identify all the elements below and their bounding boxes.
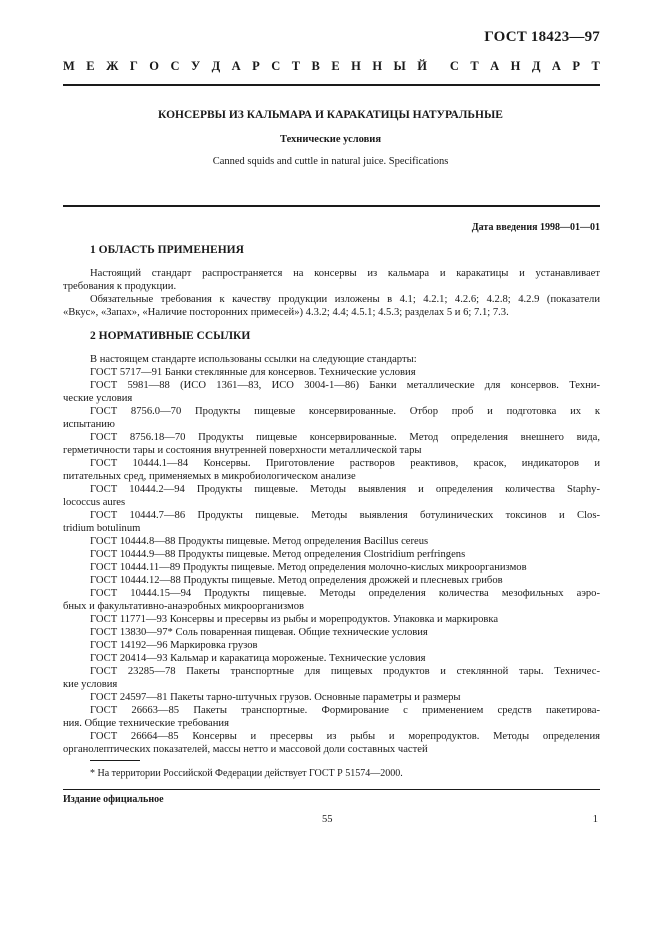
edition-label: Издание официальное	[63, 794, 164, 805]
reference-line: ГОСТ 26664—85 Консервы и пресервы из рыбы и морепродуктов. Методы определения	[90, 731, 600, 742]
reference-line: ГОСТ 5981—88 (ИСО 1361—83, ИСО 3004-1—86) Банки металлические для консервов. Техни-	[90, 380, 600, 391]
sheet-number: 1	[592, 814, 598, 825]
reference-line: ГОСТ 10444.7—86 Продукты пищевые. Методы выявления ботулинических токсинов и Clos-	[90, 510, 600, 521]
section-heading-references: 2 НОРМАТИВНЫЕ ССЫЛКИ	[90, 330, 251, 342]
reference-line: ГОСТ 20414—93 Кальмар и каракатица мороженые. Технические условия	[90, 653, 426, 664]
banner-letter: А	[490, 59, 500, 73]
banner-letter: Ы	[393, 59, 406, 73]
banner-letter: С	[271, 59, 281, 73]
document-number: ГОСТ 18423—97	[484, 29, 600, 45]
text-line: В настоящем стандарте использованы ссылки на следующие стандарты:	[90, 354, 417, 365]
reference-line: ГОСТ 10444.1—84 Консервы. Приготовление растворов реактивов, красок, индикаторов и	[90, 458, 600, 469]
reference-line: ГОСТ 8756.0—70 Продукты пищевые консервированные. Отбор проб и подготовка их к	[90, 406, 600, 417]
banner-letter: Н	[372, 59, 383, 73]
reference-line: ГОСТ 10444.8—88 Продукты пищевые. Метод определения Bacillus cereus	[90, 536, 429, 547]
banner-letter: М	[63, 59, 75, 73]
reference-line: ГОСТ 8756.18—70 Продукты пищевые консервированные. Метод определения внешнего вида,	[90, 432, 600, 443]
bottom-rule	[63, 789, 600, 790]
reference-line: ГОСТ 26663—85 Пакеты транспортные. Формирование с применением средств пакетирова-	[90, 705, 600, 716]
reference-line: бных и факультативно-анаэробных микроорганизмов	[63, 601, 304, 612]
footnote-rule	[90, 760, 140, 761]
reference-line: ческие условия	[63, 393, 133, 404]
document-title: КОНСЕРВЫ ИЗ КАЛЬМАРА И КАРАКАТИЦЫ НАТУРАЛЬНЫЕ	[158, 109, 503, 121]
banner-letter: Н	[510, 59, 521, 73]
reference-line: ГОСТ 5717—91 Банки стеклянные для консервов. Технические условия	[90, 367, 416, 378]
reference-line: ГОСТ 10444.11—89 Продукты пищевые. Метод определения молочно-кислых микроорганизмов	[90, 562, 527, 573]
banner-letter: Ж	[106, 59, 119, 73]
reference-line: кие условия	[63, 679, 118, 690]
reference-line: ГОСТ 23285—78 Пакеты транспортные для пищевых продуктов и стеклянной тары. Техничес-	[90, 666, 600, 677]
banner-letter: Д	[211, 59, 221, 73]
banner-letter: Г	[129, 59, 138, 73]
banner-letter: Е	[86, 59, 95, 73]
reference-line: tridium botulinum	[63, 523, 141, 534]
english-title: Canned squids and cuttle in natural juice. Specifications	[212, 156, 449, 167]
text-line: Обязательные требования к качеству продукции изложены в 4.1; 4.2.1; 4.2.6; 4.2.8; 4.2.9 (показатели	[90, 294, 600, 305]
reference-line: ГОСТ 24597—81 Пакеты тарно-штучных грузов. Основные параметры и размеры	[90, 692, 461, 703]
banner-letter: Р	[252, 59, 260, 73]
banner-letter: С	[449, 59, 459, 73]
text-line: требования к продукции.	[63, 281, 177, 292]
banner-letter: Р	[572, 59, 581, 73]
reference-line: ГОСТ 11771—93 Консервы и пресервы из рыбы и морепродуктов. Упаковка и маркировка	[90, 614, 499, 625]
page-number: 55	[322, 814, 333, 825]
reference-line: органолептических показателей, массы нетто и массовой доли составных частей	[63, 744, 428, 755]
reference-line: ния. Общие технические требования	[63, 718, 229, 729]
footnote: * На территории Российской Федерации действует ГОСТ Р 51574—2000.	[90, 768, 403, 779]
reference-line: ГОСТ 14192—96 Маркировка грузов	[90, 640, 258, 651]
text-line: Настоящий стандарт распространяется на консервы из кальмара и каракатицы и устанавливает	[90, 268, 600, 279]
standard-banner	[63, 59, 600, 74]
reference-line: испытанию	[63, 419, 115, 430]
banner-letter: Е	[331, 59, 340, 73]
top-rule	[63, 84, 600, 86]
banner-letter: У	[190, 59, 201, 73]
banner-letter: В	[311, 59, 320, 73]
reference-line: ГОСТ 10444.15—94 Продукты пищевые. Методы определения количества мезофильных аэро-	[90, 588, 600, 599]
text-line: «Вкус», «Запах», «Наличие посторонних примесей») 4.3.2; 4.4; 4.5.1; 4.5.3; разделах 5 и 6; 7.1; 7.3.	[63, 307, 509, 318]
banner-letter: Н	[351, 59, 361, 73]
reference-line: ГОСТ 13830—97* Соль поваренная пищевая. Общие технические условия	[90, 627, 428, 638]
reference-line: питательных сред, применяемых в микробиологическом анализе	[63, 471, 356, 482]
reference-line: герметичности тары и состояния внутренней поверхности металлической тары	[63, 445, 422, 456]
banner-letter: Т	[591, 59, 600, 73]
banner-letter: С	[170, 59, 180, 73]
reference-line: ГОСТ 10444.12—88 Продукты пищевые. Метод определения дрожжей и плесневых грибов	[90, 575, 503, 586]
banner-letter: А	[551, 59, 561, 73]
banner-letter: О	[149, 59, 160, 73]
banner-letter: Й	[417, 59, 427, 73]
introduction-date: Дата введения 1998—01—01	[471, 222, 600, 233]
banner-letter: Т	[470, 59, 479, 73]
section-heading-scope: 1 ОБЛАСТЬ ПРИМЕНЕНИЯ	[90, 244, 244, 256]
banner-letter: Т	[291, 59, 301, 73]
reference-line: lococcus aures	[63, 497, 126, 508]
document-subtitle: Технические условия	[279, 134, 382, 145]
reference-line: ГОСТ 10444.2—94 Продукты пищевые. Методы выявления и определения количества Staphy-	[90, 484, 600, 495]
banner-letter: Д	[531, 59, 541, 73]
title-rule	[63, 205, 600, 207]
reference-line: ГОСТ 10444.9—88 Продукты пищевые. Метод определения Clostridium perfringens	[90, 549, 466, 560]
banner-letter: А	[231, 59, 241, 73]
